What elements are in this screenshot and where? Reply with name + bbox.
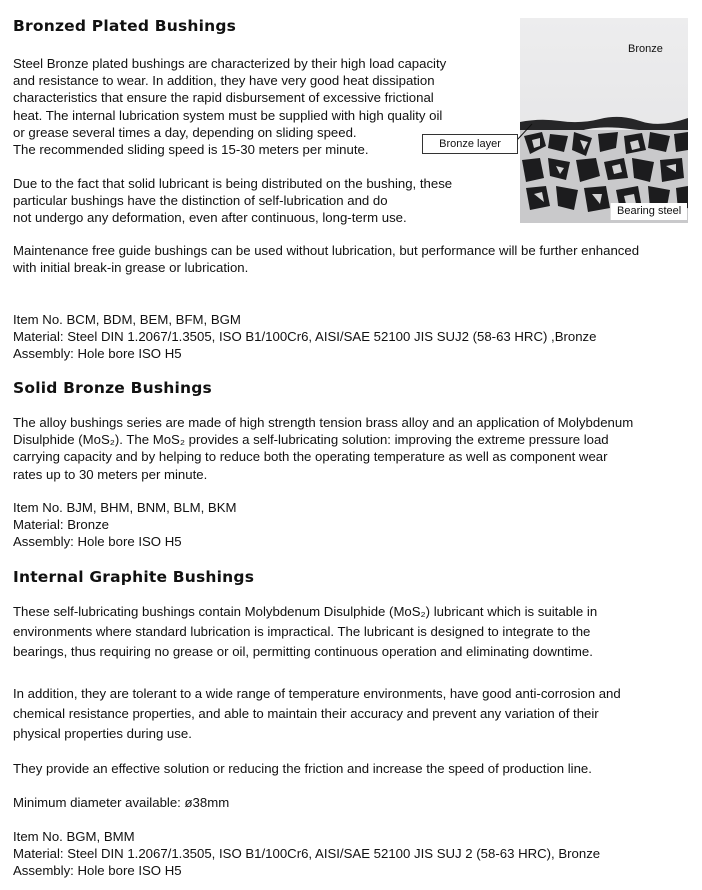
paragraph-graphite-tolerance: In addition, they are tolerant to a wide range of temperature environments, have good anti-corrosion and chemical resistance properties, and able to maintain their accuracy and prevent any variation of their physical properties during use. — [13, 686, 621, 741]
figure-label-bronze-layer: Bronze layer — [422, 134, 518, 154]
section-title-internal-graphite: Internal Graphite Bushings — [13, 568, 255, 586]
section-title-bronzed-plated: Bronzed Plated Bushings — [13, 17, 237, 35]
paragraph-plated-lubricant: Due to the fact that solid lubricant is being distributed on the bushing, these particular bushings have the distinction of self-lubrication and do not undergo any deformation, even after continuous, long-term use. — [13, 176, 453, 226]
figure-label-bearing-steel: Bearing steel — [610, 203, 687, 220]
paragraph-plated-specs: Item No. BCM, BDM, BEM, BFM, BGM Material: Steel DIN 1.2067/1.3505, ISO B1/100Cr6, AISI/SAE 52100 JIS SUJ2 (58-63 HRC) ,Bronze Assembly: Hole bore ISO H5 — [13, 312, 597, 362]
figure-label-bronze: Bronze — [628, 43, 663, 55]
paragraph-solid-specs: Item No. BJM, BHM, BNM, BLM, BKM Material: Bronze Assembly: Hole bore ISO H5 — [13, 500, 237, 550]
paragraph-graphite-diameter: Minimum diameter available: ø38mm — [13, 795, 230, 810]
paragraph-graphite-intro: These self-lubricating bushings contain Molybdenum Disulphide (MoS₂) lubricant which is suitable in environments where standard lubrication is impractical. The lubricant is designed to integrate to the bearings, thus requiring no grease or oil, permitting continuous operation and eliminating downtime. — [13, 604, 598, 659]
paragraph-plated-intro: Steel Bronze plated bushings are characterized by their high load capacity and resistance to wear. In addition, they have very good heat dissipation characteristics that ensure the rapid disbursement of excessive frictional heat. The internal lubrication system must be supplied with high quality oil or grease several times a day, depending on sliding speed. The recommended sliding speed is 15-30 meters per minute. — [13, 56, 447, 158]
paragraph-graphite-specs: Item No. BGM, BMM Material: Steel DIN 1.2067/1.3505, ISO B1/100Cr6, AISI/SAE 52100 JIS SUJ 2 (58-63 HRC), Bronze Assembly: Hole bore ISO H5 — [13, 829, 601, 879]
section-title-solid-bronze: Solid Bronze Bushings — [13, 379, 212, 397]
paragraph-solid-intro: The alloy bushings series are made of high strength tension brass alloy and an application of Molybdenum Disulphide (MoS₂). The MoS₂ provides a self-lubricating solution: improving the extreme pressure load carrying capacity and by helping to reduce both the operating temperature as well as component wear rates up to 30 meters per minute. — [13, 415, 634, 482]
paragraph-plated-maintenance: Maintenance free guide bushings can be used without lubrication, but performance will be further enhanced with initial break-in grease or lubrication. — [13, 243, 640, 276]
paragraph-graphite-solution: They provide an effective solution or reducing the friction and increase the speed of production line. — [13, 761, 592, 776]
